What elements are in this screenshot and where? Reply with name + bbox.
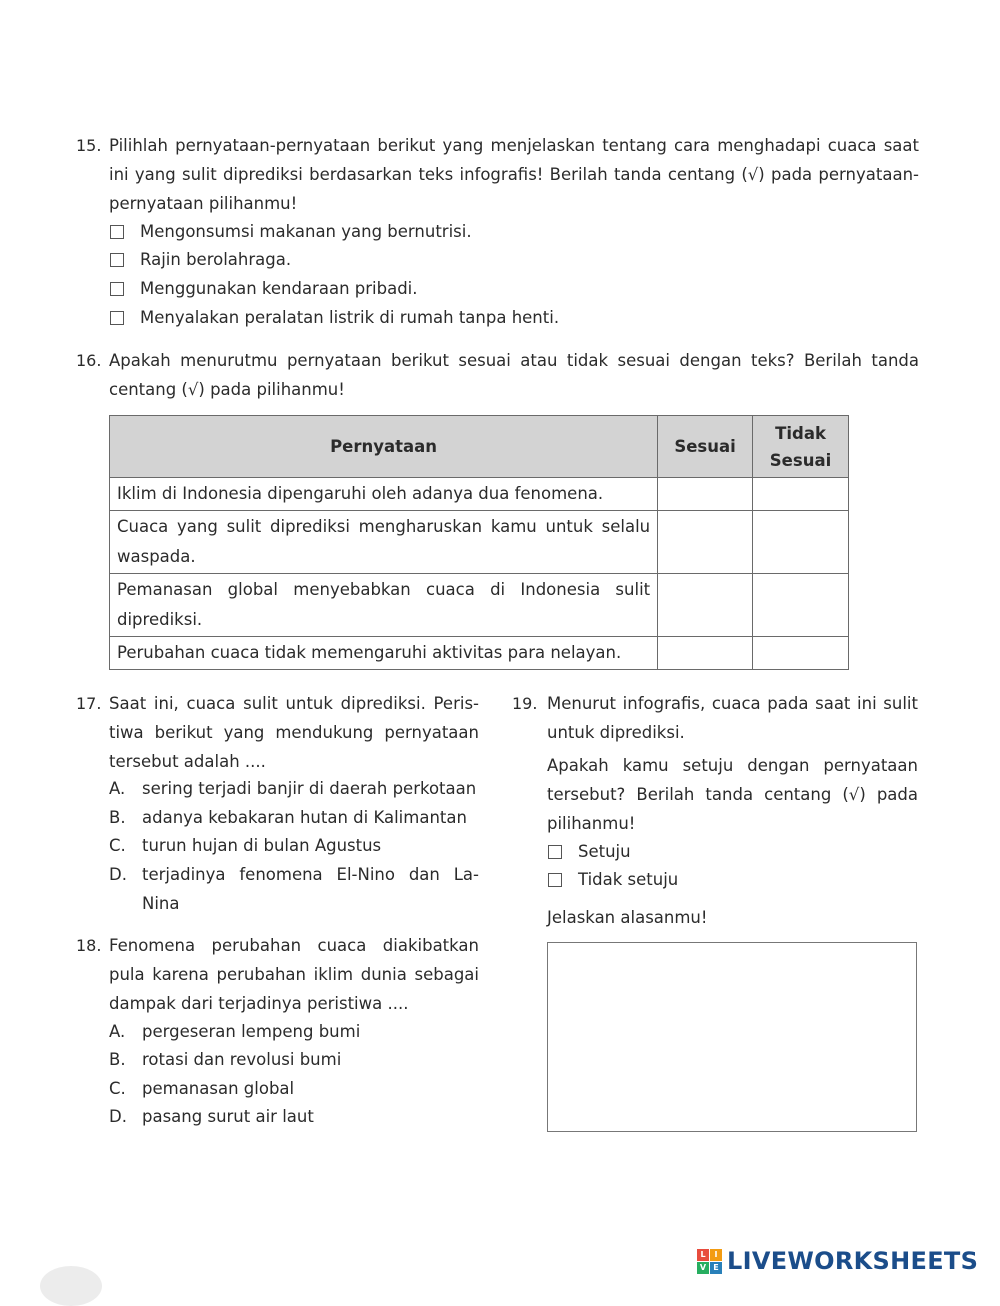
option-letter: A. [109, 1022, 126, 1041]
q18-line-3: dampak dari terjadinya peristiwa .... [109, 994, 409, 1013]
q19-question [547, 751, 918, 838]
option-text: rotasi dan revolusi bumi [142, 1050, 342, 1069]
q15-option-1-label: Mengonsumsi makanan yang bernutrisi. [140, 222, 472, 241]
statement-table [109, 415, 849, 670]
header-tidak-line-1: Tidak [775, 423, 826, 443]
option-text: pergeseran lempeng bumi [142, 1022, 361, 1041]
table-row [110, 511, 849, 574]
statement-cell: Perubahan cuaca tidak memengaruhi aktivitas para nelayan. [110, 637, 658, 670]
brand-text: LIVEWORKSHEETS [727, 1247, 979, 1275]
option-text: pasang surut air laut [142, 1107, 314, 1126]
table-row [110, 478, 849, 511]
page-number-badge [40, 1266, 102, 1306]
q19-explain-label: Jelaskan alasanmu! [547, 908, 708, 927]
q15-option-3[interactable] [110, 274, 418, 303]
checkbox[interactable] [110, 311, 124, 325]
option-text: terjadinya fenomena El-Nino dan La- [142, 865, 479, 884]
checkbox[interactable] [110, 253, 124, 267]
header-tidak-sesuai [753, 416, 849, 478]
option-text: turun hujan di bulan Agustus [142, 836, 382, 855]
statement-cell: Cuaca yang sulit diprediksi mengharuskan kamu untuk selalu waspada. [110, 511, 658, 574]
sesuai-cell[interactable] [658, 637, 753, 670]
option-letter: D. [109, 1107, 127, 1126]
q18-option-a[interactable] [109, 1017, 479, 1046]
q18-option-b[interactable] [109, 1045, 479, 1074]
q19-line-1: Menurut infografis, cuaca pada saat ini sulit [547, 694, 918, 713]
q17-option-d[interactable] [109, 860, 479, 918]
live-icon [697, 1249, 722, 1274]
header-sesuai: Sesuai [658, 416, 753, 478]
option-text: sering terjadi banjir di daerah perkotaan [142, 779, 477, 798]
q17-number: 17. [76, 694, 102, 713]
sesuai-cell[interactable] [658, 511, 753, 574]
q18-line-2: pula karena perubahan iklim dunia sebagai [109, 965, 479, 984]
q19-q-line-1: Apakah kamu setuju dengan pernyataan [547, 756, 918, 775]
statement-cell: Iklim di Indonesia dipengaruhi oleh adanya dua fenomena. [110, 478, 658, 511]
q18-prompt [109, 931, 479, 1018]
q18-option-d[interactable] [109, 1102, 479, 1131]
option-letter: C. [109, 836, 126, 855]
logo-letter: V [697, 1262, 709, 1274]
q19-q-line-2: tersebut? Berilah tanda centang (√) pada [547, 785, 918, 804]
logo-letter: L [697, 1249, 709, 1261]
q16-line-2: centang (√) pada pilihanmu! [109, 380, 345, 399]
sesuai-cell[interactable] [658, 574, 753, 637]
checkbox[interactable] [110, 282, 124, 296]
tidak-sesuai-cell[interactable] [753, 511, 849, 574]
option-letter: B. [109, 808, 126, 827]
header-pernyataan: Pernyataan [110, 416, 658, 478]
q18-option-c[interactable] [109, 1074, 479, 1103]
q19-option-tidak-setuju[interactable] [548, 865, 678, 894]
q19-prompt [547, 689, 918, 747]
checkbox[interactable] [110, 225, 124, 239]
logo-letter: E [710, 1262, 722, 1274]
table-row [110, 637, 849, 670]
option-letter: C. [109, 1079, 126, 1098]
tidak-sesuai-cell[interactable] [753, 478, 849, 511]
q15-line-3: pernyataan pilihanmu! [109, 194, 298, 213]
q15-line-1: Pilihlah pernyataan-pernyataan berikut yang menjelaskan tentang cara menghadapi cuaca saat [109, 136, 919, 155]
q19-number: 19. [512, 694, 538, 713]
q16-number: 16. [76, 351, 102, 370]
q17-option-a[interactable] [109, 774, 479, 803]
q19-option-2-label: Tidak setuju [578, 870, 679, 889]
q17-line-1: Saat ini, cuaca sulit untuk diprediksi. Peris- [109, 694, 479, 713]
q15-option-4[interactable] [110, 303, 559, 332]
q17-line-3: tersebut adalah .... [109, 752, 266, 771]
q18-line-1: Fenomena perubahan cuaca diakibatkan [109, 936, 479, 955]
option-text: adanya kebakaran hutan di Kalimantan [142, 808, 467, 827]
q19-q-line-3: pilihanmu! [547, 814, 636, 833]
logo-letter: I [710, 1249, 722, 1261]
q19-line-2: untuk diprediksi. [547, 723, 685, 742]
q19-option-setuju[interactable] [548, 837, 631, 866]
q17-prompt [109, 689, 479, 776]
q15-prompt [109, 131, 919, 218]
q15-option-1[interactable] [110, 217, 472, 246]
q15-option-2[interactable] [110, 245, 291, 274]
header-tidak-line-2: Sesuai [769, 450, 832, 470]
q15-line-2: ini yang sulit diprediksi berdasarkan teks infografis! Berilah tanda centang (√) pada pernyataan- [109, 165, 919, 184]
option-text-continued: Nina [142, 894, 180, 913]
q15-option-3-label: Menggunakan kendaraan pribadi. [140, 279, 418, 298]
q15-option-4-label: Menyalakan peralatan listrik di rumah tanpa henti. [140, 308, 560, 327]
tidak-sesuai-cell[interactable] [753, 637, 849, 670]
table-row [110, 574, 849, 637]
option-letter: B. [109, 1050, 126, 1069]
q15-option-2-label: Rajin berolahraga. [140, 250, 292, 269]
q17-line-2: tiwa berikut yang mendukung pernyataan [109, 723, 479, 742]
q18-number: 18. [76, 936, 102, 955]
q16-prompt [109, 346, 919, 404]
option-letter: D. [109, 865, 127, 884]
checkbox[interactable] [548, 845, 562, 859]
table-header-row [110, 416, 849, 478]
sesuai-cell[interactable] [658, 478, 753, 511]
checkbox[interactable] [548, 873, 562, 887]
q17-option-c[interactable] [109, 831, 479, 860]
tidak-sesuai-cell[interactable] [753, 574, 849, 637]
statement-cell: Pemanasan global menyebabkan cuaca di Indonesia sulit diprediksi. [110, 574, 658, 637]
q16-line-1: Apakah menurutmu pernyataan berikut sesuai atau tidak sesuai dengan teks? Berilah tanda [109, 351, 919, 370]
liveworksheets-logo [697, 1244, 978, 1278]
option-letter: A. [109, 779, 126, 798]
q17-option-b[interactable] [109, 803, 479, 832]
q19-option-1-label: Setuju [578, 842, 631, 861]
option-text: pemanasan global [142, 1079, 295, 1098]
answer-textbox[interactable] [547, 942, 917, 1132]
q15-number: 15. [76, 136, 102, 155]
